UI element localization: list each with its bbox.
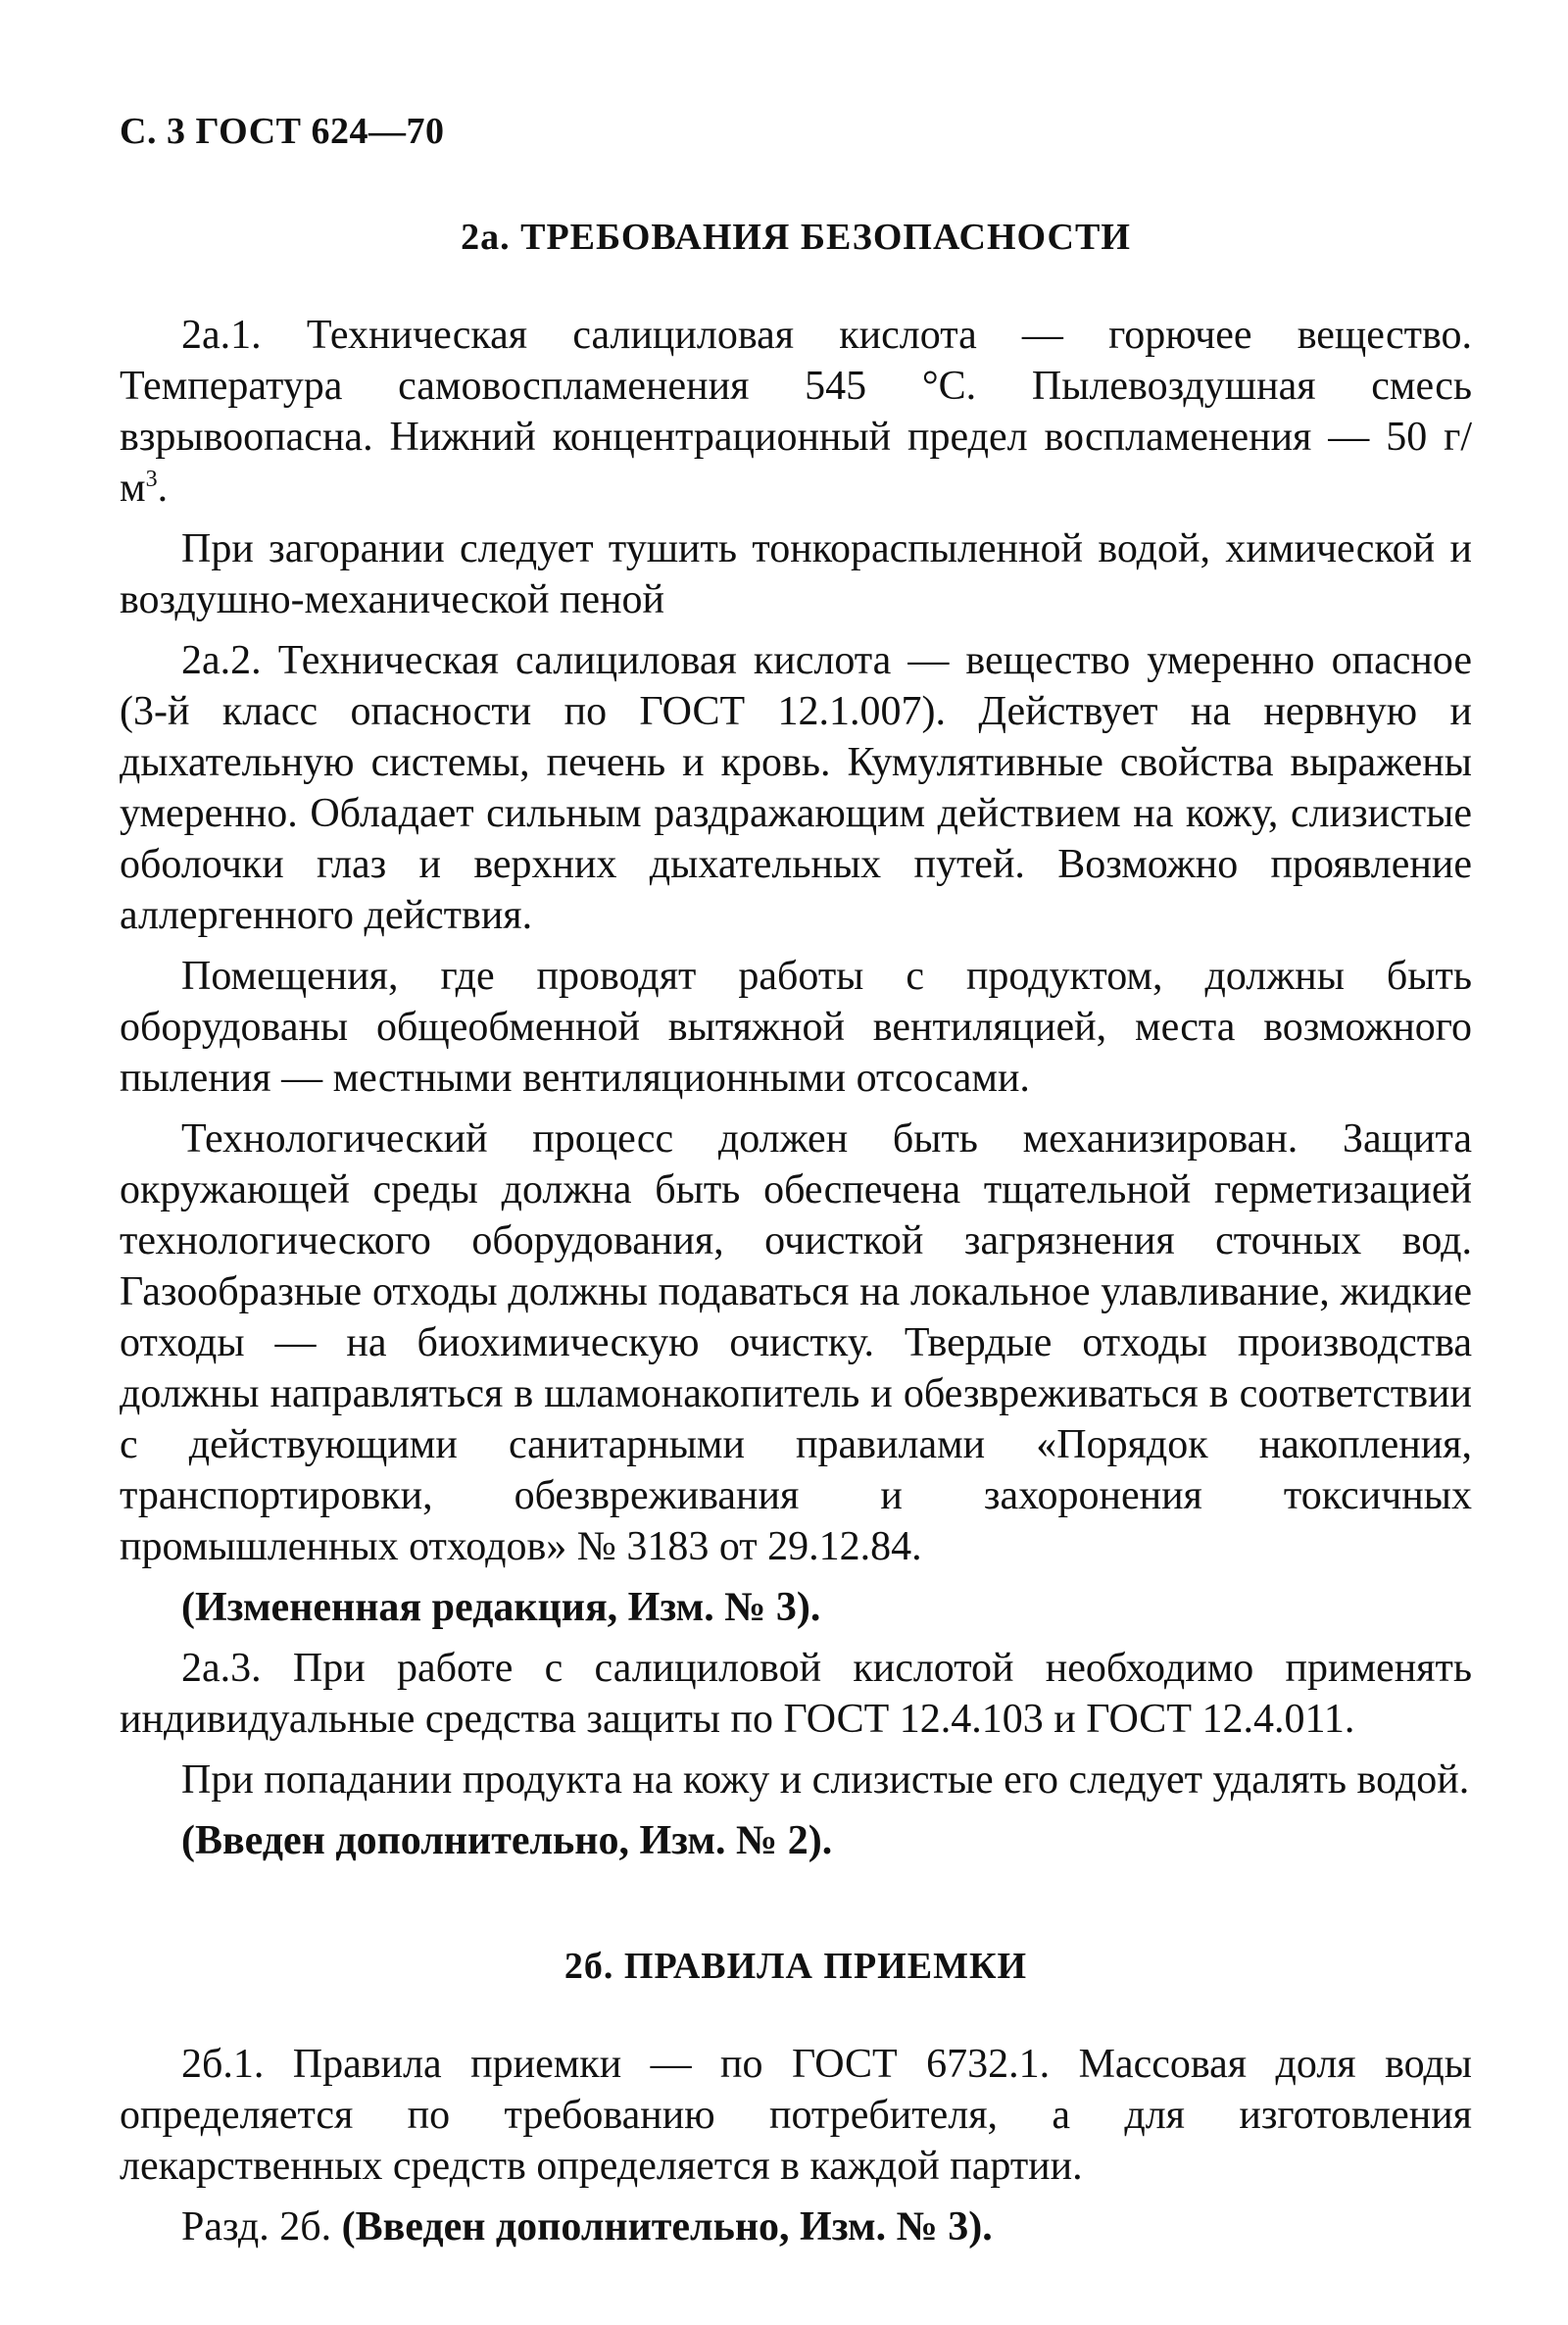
paragraph-2a-2: 2а.2. Техническая салициловая кислота — вещество умеренно опасное (3-й класс опасности по ГОСТ 12.1.007). Действует на нервную и дыхательную системы, печень и кровь. Кумулятивные свойства выражены умеренно. Обладает сильным раздражающим действием на кожу, слизистые оболочки глаз и верхних дыхательных путей. Возможно проявление аллергенного действия. [120, 638, 1472, 938]
paragraph-environment: Технологический процесс должен быть механизирован. Защита окружающей среды должна быть обеспечена тщательной герметизацией технологического оборудования, очисткой загрязнения сточных вод. Газообразные отходы должны подаваться на локальное улавливание, жидкие отходы — на биохимическую очистку. Твердые отходы производства должны направляться в шламонакопитель и обезвреживаться в соответствии с действующими санитарными правилами «Порядок накопления, транспортировки, обезвреживания и захоронения токсичных промышленных отходов» № 3183 от 29.12.84. [120, 1116, 1472, 1569]
section-2b-note-text: (Введен дополнительно, Изм. № 3). [341, 2204, 993, 2250]
paragraph-2a-1 [120, 310, 1472, 514]
paragraph-ventilation: Помещения, где проводят работы с продуктом, должны быть оборудованы общеобменной вытяжной вентиляцией, места возможного пыления — местными вентиляционными отсосами. [120, 954, 1472, 1101]
section-2b-note [120, 2201, 1472, 2252]
paragraph-2b-1: 2б.1. Правила приемки — по ГОСТ 6732.1. Массовая доля воды определяется по требованию потребителя, а для изготовления лекарственных средств определяется в каждой партии. [120, 2042, 1472, 2189]
amendment-note-3: (Измененная редакция, Изм. № 3). [181, 1585, 821, 1630]
section-2b-note-prefix: Разд. 2б. [181, 2204, 342, 2250]
section-title-safety: 2а. ТРЕБОВАНИЯ БЕЗОПАСНОСТИ [461, 217, 1131, 258]
paragraph-2a-1-end: . [157, 466, 169, 511]
superscript-cube: 3 [145, 467, 158, 492]
paragraph-skin-contact: При попадании продукта на кожу и слизистые его следует удалять водой. [181, 1757, 1470, 1803]
document-page [120, 108, 1472, 2252]
paragraph-2a-3: 2а.3. При работе с салициловой кислотой необходимо применять индивидуальные средства защиты по ГОСТ 12.4.103 и ГОСТ 12.4.011. [120, 1646, 1472, 1742]
section-title-acceptance: 2б. ПРАВИЛА ПРИЕМКИ [564, 1946, 1028, 1987]
paragraph-fire-extinguishing: При загорании следует тушить тонкораспыленной водой, химической и воздушно-механической пеной [120, 526, 1472, 622]
amendment-note-2: (Введен дополнительно, Изм. № 2). [181, 1818, 833, 1863]
running-head: С. 3 ГОСТ 624—70 [120, 111, 445, 152]
paragraph-2a-1-text: 2а.1. Техническая салициловая кислота — горючее вещество. Температура самовоспламенения 545 °С. Пылевоздушная смесь взрывоопасна. Нижний концентрационный предел воспламенения — 50 г/м [120, 313, 1472, 511]
